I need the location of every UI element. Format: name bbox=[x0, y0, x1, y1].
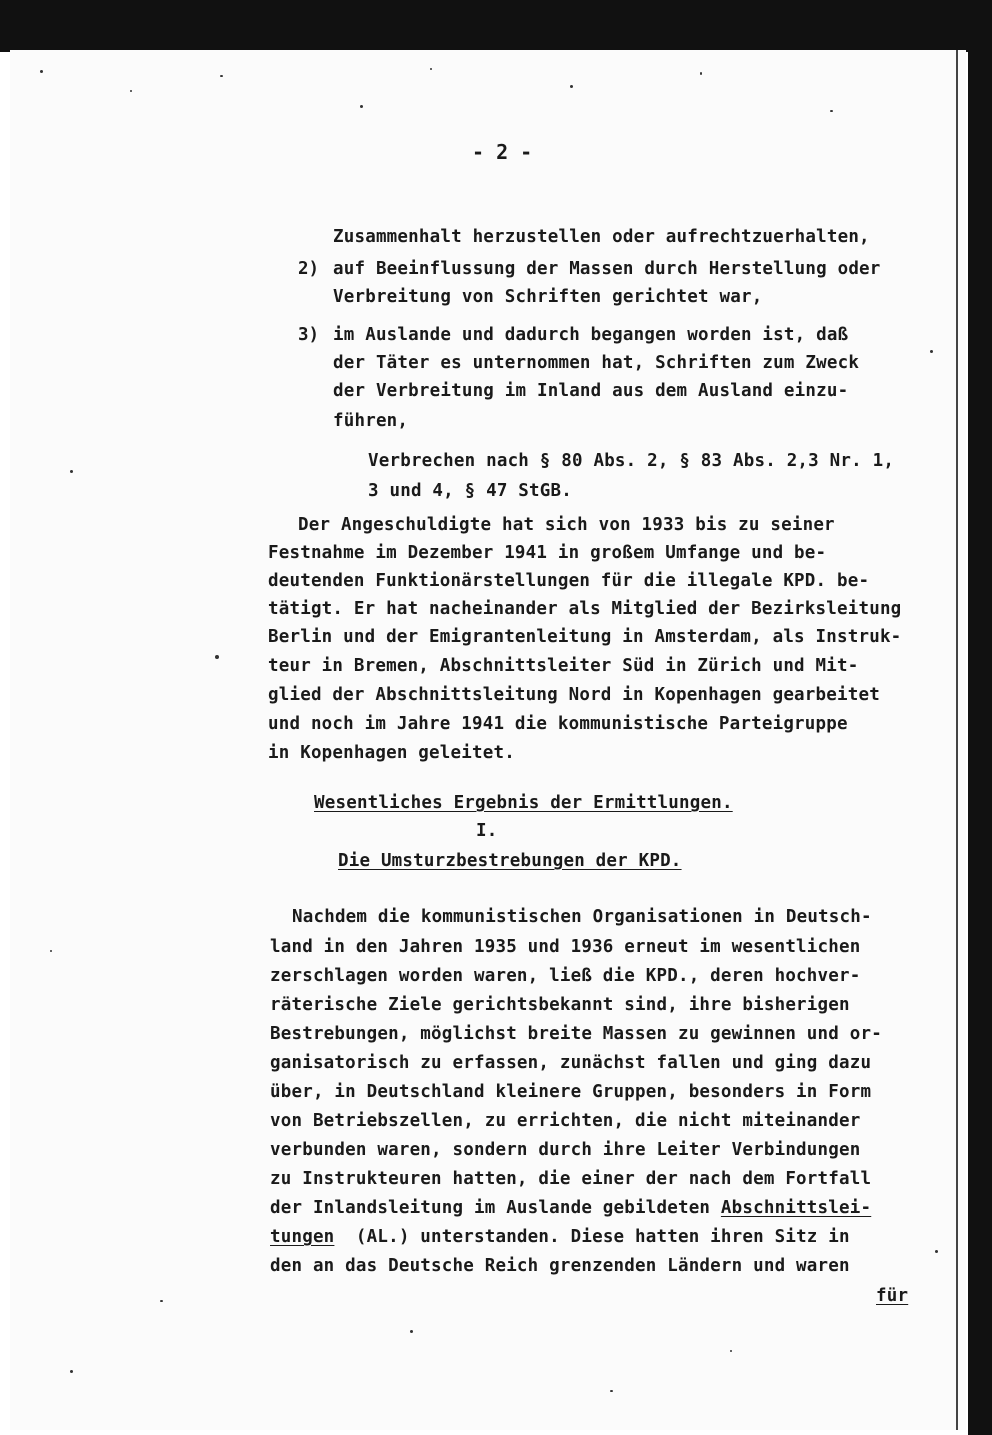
text-line: der Täter es unternommen hat, Schriften zum Zweck bbox=[333, 353, 860, 373]
scan-top-border bbox=[0, 0, 992, 52]
text-line: Bestrebungen, möglichst breite Massen zu gewinnen und or- bbox=[270, 1024, 882, 1044]
text-line: glied der Abschnittsleitung Nord in Kopenhagen gearbeitet bbox=[268, 685, 880, 705]
scan-speck bbox=[70, 1370, 73, 1373]
text-line: zerschlagen worden waren, ließ die KPD., deren hochver- bbox=[270, 966, 861, 986]
scan-speck bbox=[40, 70, 43, 73]
document-page bbox=[10, 50, 966, 1430]
text-line bbox=[270, 1197, 871, 1219]
scan-speck bbox=[215, 655, 219, 659]
text-line: und noch im Jahre 1941 die kommunistische Parteigruppe bbox=[268, 714, 848, 734]
scan-speck bbox=[50, 950, 52, 952]
underlined-term: Abschnittslei- bbox=[720, 1198, 872, 1218]
scan-right-border bbox=[968, 0, 992, 1435]
scan-speck bbox=[70, 470, 73, 473]
text-line: deutenden Funktionärstellungen für die illegale KPD. be- bbox=[268, 571, 870, 591]
scan-speck bbox=[830, 110, 833, 112]
text-line: ganisatorisch zu erfassen, zunächst fallen und ging dazu bbox=[270, 1053, 872, 1073]
catchword: für bbox=[876, 1286, 909, 1306]
section-subheading: Die Umsturzbestrebungen der KPD. bbox=[338, 851, 682, 871]
section-number: I. bbox=[476, 821, 498, 841]
text-line: von Betriebszellen, zu errichten, die nicht miteinander bbox=[270, 1111, 861, 1131]
scan-speck bbox=[160, 1300, 163, 1302]
text-line: in Kopenhagen geleitet. bbox=[268, 743, 515, 763]
text-line: Verbrechen nach § 80 Abs. 2, § 83 Abs. 2,3 Nr. 1, bbox=[368, 451, 895, 471]
scan-speck bbox=[430, 68, 432, 70]
text-line: Zusammenhalt herzustellen oder aufrechtzuerhalten, bbox=[333, 227, 870, 247]
text-line: Verbreitung von Schriften gerichtet war, bbox=[333, 287, 763, 307]
text-line bbox=[270, 1226, 850, 1248]
section-heading: Wesentliches Ergebnis der Ermittlungen. bbox=[314, 793, 733, 813]
scan-speck bbox=[570, 85, 573, 88]
text-line: verbunden waren, sondern durch ihre Leiter Verbindungen bbox=[270, 1140, 861, 1160]
scan-speck bbox=[700, 72, 702, 75]
text-line: 3 und 4, § 47 StGB. bbox=[368, 481, 572, 501]
text-line: land in den Jahren 1935 und 1936 erneut im wesentlichen bbox=[270, 937, 861, 957]
scan-speck bbox=[930, 350, 933, 353]
text-line: Berlin und der Emigrantenleitung in Amsterdam, als Instruk- bbox=[268, 627, 902, 647]
text-fragment: (AL.) unterstanden. Diese hatten ihren Sitz in bbox=[334, 1227, 850, 1247]
scan-speck bbox=[360, 105, 363, 108]
scan-speck bbox=[220, 75, 223, 77]
scan-speck bbox=[730, 1350, 732, 1352]
scan-speck bbox=[610, 1390, 613, 1392]
text-line: Festnahme im Dezember 1941 in großem Umfange und be- bbox=[268, 543, 827, 563]
page-edge bbox=[956, 50, 958, 1430]
text-fragment: der Inlandsleitung im Auslande gebildeten bbox=[270, 1198, 721, 1218]
text-line: der Verbreitung im Inland aus dem Ausland einzu- bbox=[333, 381, 849, 401]
text-line: auf Beeinflussung der Massen durch Herstellung oder bbox=[333, 259, 881, 279]
text-line: Nachdem die kommunistischen Organisationen in Deutsch- bbox=[292, 907, 872, 927]
text-line: im Auslande und dadurch begangen worden ist, daß bbox=[333, 325, 849, 345]
text-line: führen, bbox=[333, 411, 409, 431]
text-line: den an das Deutsche Reich grenzenden Ländern und waren bbox=[270, 1256, 850, 1276]
text-line: zu Instrukteuren hatten, die einer der nach dem Fortfall bbox=[270, 1169, 872, 1189]
text-line: tätigt. Er hat nacheinander als Mitglied der Bezirksleitung bbox=[268, 599, 902, 619]
scan-speck bbox=[130, 90, 132, 92]
page-number: - 2 - bbox=[472, 140, 533, 164]
scan-speck bbox=[410, 1330, 413, 1333]
underlined-term: tungen bbox=[270, 1227, 335, 1247]
text-line: teur in Bremen, Abschnittsleiter Süd in Zürich und Mit- bbox=[268, 656, 859, 676]
text-line: über, in Deutschland kleinere Gruppen, besonders in Form bbox=[270, 1082, 872, 1102]
list-marker: 3) bbox=[298, 325, 320, 345]
text-line: Der Angeschuldigte hat sich von 1933 bis zu seiner bbox=[298, 515, 835, 535]
list-marker: 2) bbox=[298, 259, 320, 279]
scan-speck bbox=[935, 1250, 938, 1253]
text-line: räterische Ziele gerichtsbekannt sind, ihre bisherigen bbox=[270, 995, 850, 1015]
